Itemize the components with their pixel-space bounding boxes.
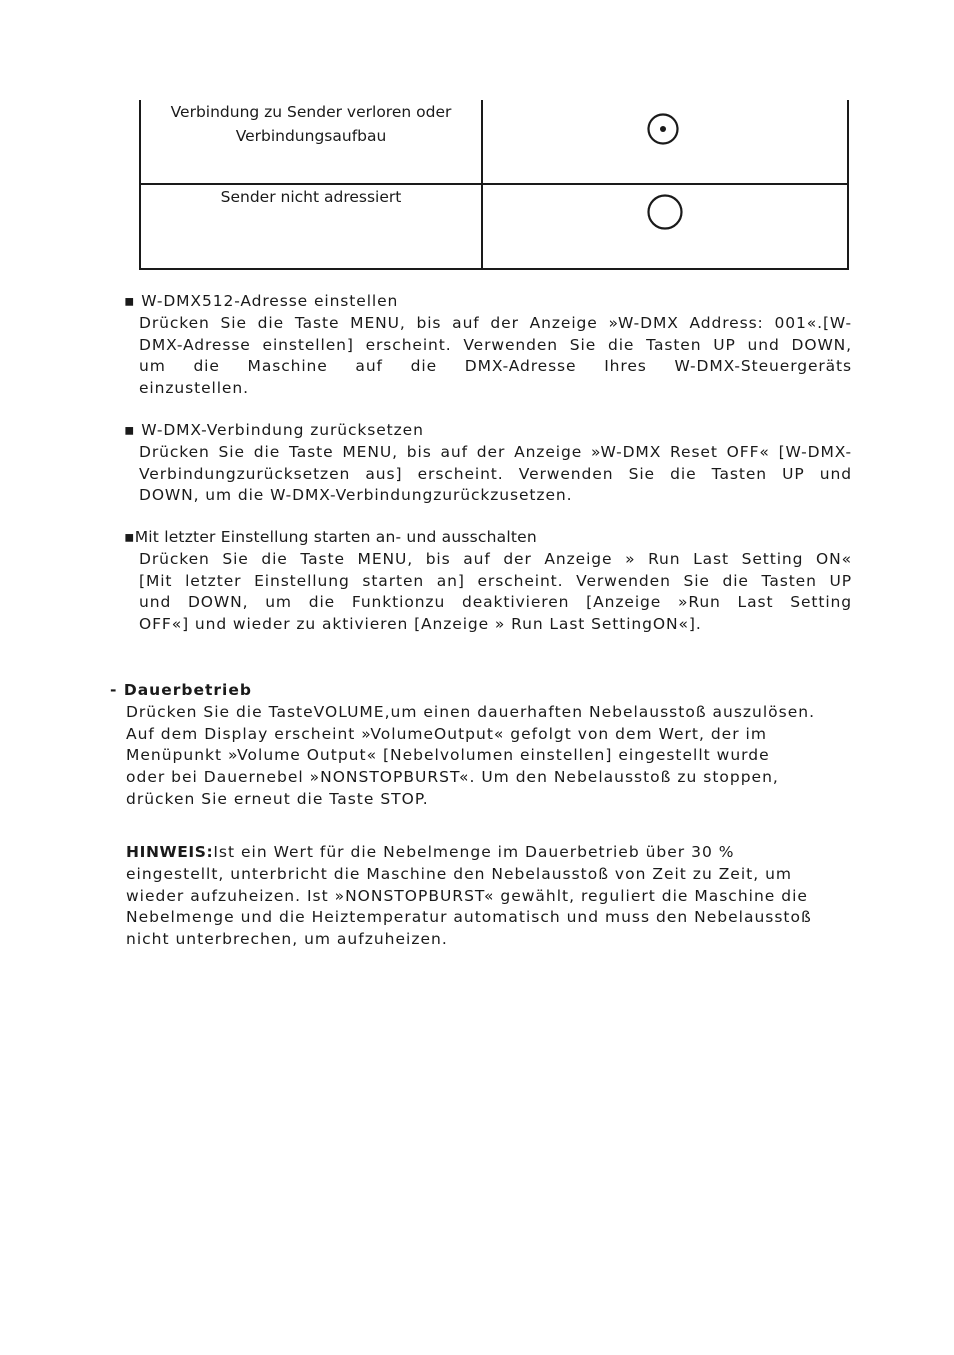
paragraph-line: Auf dem Display erscheint »VolumeOutput« gefolgt von dem Wert, der im — [126, 724, 767, 743]
circle-with-center-dot-icon — [646, 112, 680, 146]
paragraph-line: Nebelmenge und die Heiztemperatur automatisch und muss den Nebelausstoß — [126, 908, 812, 927]
paragraph-line — [126, 842, 870, 864]
paragraph-line: [Mit letzter Einstellung starten an] erscheint. Verwenden Sie die Tasten UP — [139, 571, 852, 590]
note-label: HINWEIS: — [126, 843, 214, 861]
hinweis-section — [110, 842, 870, 951]
indicator-cell — [482, 100, 848, 184]
paragraph-line: DOWN, um die W-DMX-Verbindungzurückzusetzen. — [139, 486, 573, 505]
status-text-line: Verbindungsaufbau — [235, 127, 387, 145]
status-text-line: Sender nicht adressiert — [220, 188, 402, 206]
paragraph-line: einzustellen. — [139, 379, 249, 398]
paragraph-line: und DOWN, um die Funktionzu deaktivieren [Anzeige »Run Last Setting — [139, 593, 852, 612]
status-text — [141, 100, 481, 148]
paragraph-line: um die Maschine auf die DMX-Adresse Ihres W-DMX-Steuergeräts — [139, 357, 852, 376]
table-row — [140, 184, 848, 269]
paragraph-line: Verbindungzurücksetzen aus] erscheint. Verwenden Sie die Tasten UP und — [139, 464, 852, 483]
paragraph-line: Drücken Sie die Taste MENU, bis auf der Anzeige » Run Last Setting ON« — [139, 549, 852, 568]
setting-wdmx-address — [124, 291, 852, 400]
setting-wdmx-reset — [124, 420, 852, 507]
paragraph-line: oder bei Dauernebel »NONSTOPBURST«. Um den Nebelausstoß zu stoppen, — [126, 768, 779, 787]
setting-run-last — [124, 527, 852, 636]
paragraph-line: drücken Sie erneut die Taste STOP. — [126, 789, 429, 808]
table-row — [140, 100, 848, 184]
paragraph-line: DMX-Adresse einstellen] erscheint. Verwenden Sie die Tasten UP und DOWN, — [139, 335, 852, 354]
section-heading: - Dauerbetrieb — [110, 681, 252, 699]
note-text: Ist ein Wert für die Nebelmenge im Dauerbetrieb über 30 % — [213, 843, 735, 861]
status-text — [141, 185, 481, 209]
setting-title: ▪ W-DMX512-Adresse einstellen — [124, 292, 399, 310]
paragraph-line: eingestellt, unterbricht die Maschine den Nebelausstoß von Zeit zu Zeit, um — [126, 864, 793, 883]
note-body — [110, 842, 870, 951]
paragraph-line: Drücken Sie die Taste MENU, bis auf der Anzeige »W-DMX Address: 001«.[W- — [139, 313, 852, 332]
paragraph-line: Menüpunkt »Volume Output« [Nebelvolumen einstellen] eingestellt wurde — [126, 746, 770, 765]
section-body — [110, 702, 870, 811]
setting-title: ▪Mit letzter Einstellung starten an- und ausschalten — [124, 528, 537, 546]
paragraph-line: wieder aufzuheizen. Ist »NONSTOPBURST« gewählt, reguliert die Maschine die — [126, 886, 808, 905]
paragraph-line: OFF«] und wieder zu aktivieren [Anzeige » Run Last SettingON«]. — [139, 615, 702, 634]
setting-title: ▪ W-DMX-Verbindung zurücksetzen — [124, 421, 424, 439]
empty-circle-icon — [646, 193, 684, 231]
status-table — [139, 100, 849, 270]
paragraph-line: nicht unterbrechen, um aufzuheizen. — [126, 930, 448, 949]
paragraph-line: Drücken Sie die TasteVOLUME,um einen dauerhaften Nebelausstoß auszulösen. — [126, 702, 816, 721]
indicator-cell — [482, 184, 848, 269]
status-cell — [140, 100, 482, 184]
status-text-line: Verbindung zu Sender verloren oder — [170, 103, 452, 121]
dauerbetrieb-section — [110, 680, 870, 811]
status-cell — [140, 184, 482, 269]
paragraph-line: Drücken Sie die Taste MENU, bis auf der Anzeige »W-DMX Reset OFF« [W-DMX- — [139, 442, 852, 461]
